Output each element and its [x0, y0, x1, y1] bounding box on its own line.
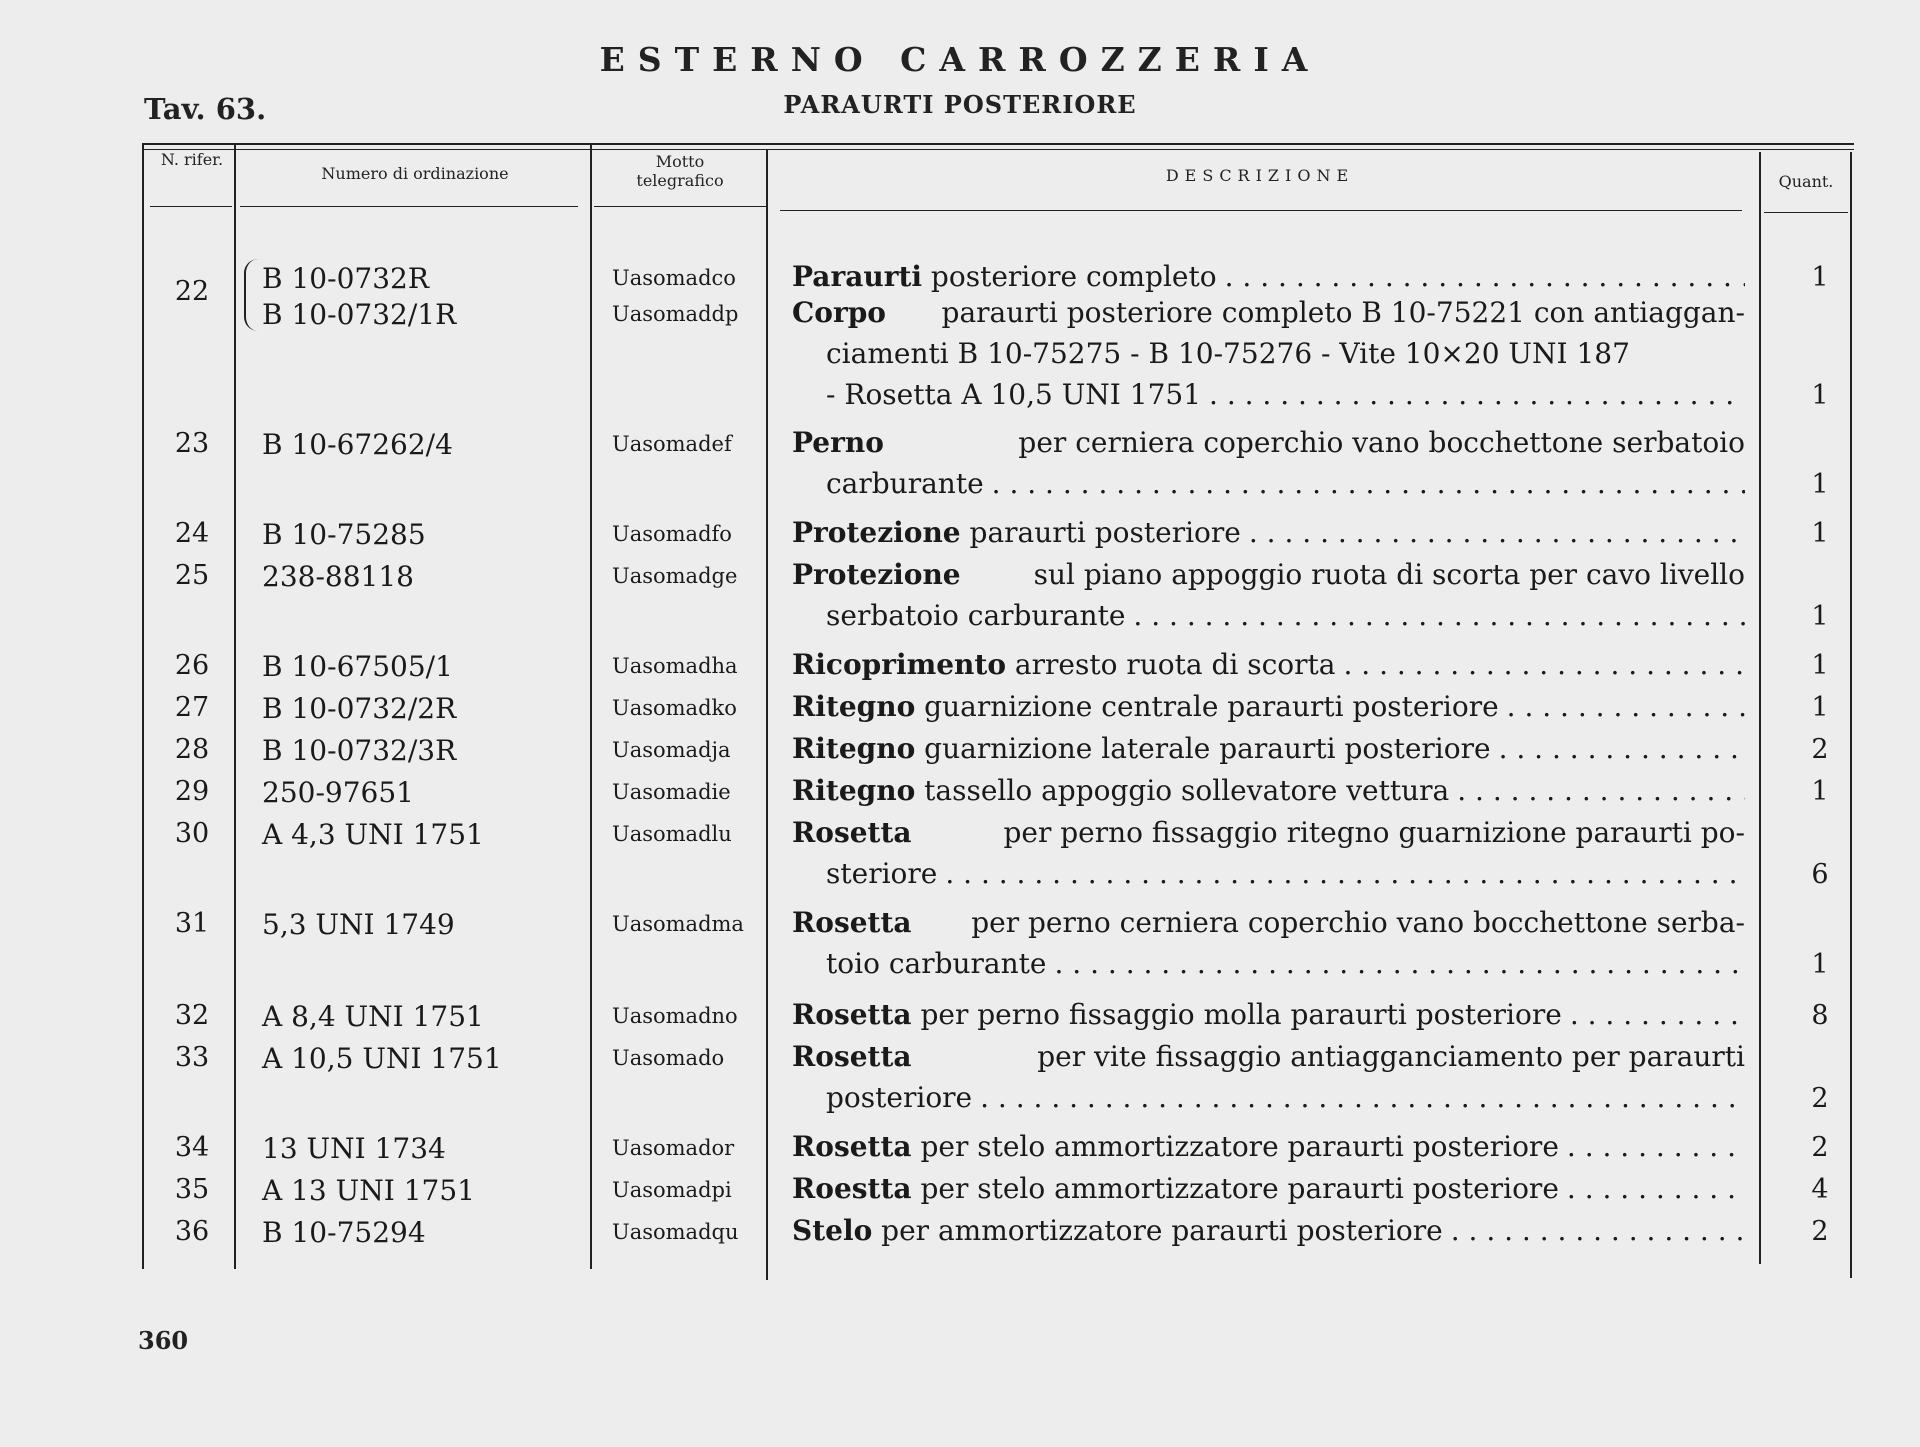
dot-leader [1225, 256, 1745, 297]
column-rule-left [142, 145, 144, 1269]
description-text: - Rosetta A 10,5 UNI 1751 [826, 378, 1202, 411]
description-text: per stelo ammortizzatore paraurti posteriore [911, 1130, 1559, 1163]
description-text: per ammortizzatore paraurti posteriore [872, 1214, 1443, 1247]
row-telegraph-code: Uasomadno [612, 1004, 738, 1028]
row-quantity: 1 [1811, 650, 1829, 681]
row-description [792, 1036, 1745, 1118]
header-underline-ref [150, 206, 232, 207]
row-telegraph-code: Uasomadqu [612, 1220, 739, 1244]
row-telegraph-code: Uasomadef [612, 432, 732, 456]
dot-leader [1570, 994, 1745, 1035]
dot-leader [1209, 374, 1745, 415]
row-description [792, 292, 1745, 415]
row-telegraph-code: Uasomadpi [612, 1178, 732, 1202]
column-rule-description [1759, 152, 1761, 1264]
column-header-quantity: Quant. [1778, 172, 1834, 191]
row-telegraph-code: Uasomadco [612, 266, 736, 290]
dot-leader [1567, 1126, 1745, 1167]
part-name: Corpo [792, 296, 886, 329]
row-ref: 30 [174, 818, 210, 849]
description-text: per vite fissaggio antiagganciamento per paraurti [1028, 1040, 1745, 1073]
row-ref: 23 [174, 428, 210, 459]
description-line [792, 644, 1745, 685]
description-text: per stelo ammortizzatore paraurti posteriore [911, 1172, 1559, 1205]
part-name: Rosetta [792, 1040, 912, 1073]
row-quantity: 1 [1811, 518, 1829, 549]
row-ref: 33 [174, 1042, 210, 1073]
description-line [792, 812, 1745, 853]
description-text: arresto ruota di scorta [1006, 648, 1336, 681]
row-order-number: B 10-0732/2R [262, 692, 457, 725]
table-number: Tav. 63. [144, 92, 267, 126]
description-text: toio carburante [826, 947, 1047, 980]
part-name: Roestta [792, 1172, 912, 1205]
column-rule-number [590, 145, 592, 1269]
row-ref: 24 [174, 518, 210, 549]
description-text: per perno cerniera coperchio vano bocchettone serba- [962, 906, 1745, 939]
row-description [792, 1210, 1745, 1251]
row-ref: 34 [174, 1132, 210, 1163]
column-rule-right [1850, 152, 1852, 1278]
table-top-rule [142, 143, 1854, 145]
dot-leader [945, 853, 1745, 894]
description-text: steriore [826, 857, 938, 890]
row-description [792, 1126, 1745, 1167]
dot-leader [1343, 644, 1745, 685]
description-line [792, 686, 1745, 727]
description-text: per perno fissaggio molla paraurti posteriore [911, 998, 1562, 1031]
part-name: Protezione [792, 516, 961, 549]
header-underline-quantity [1764, 212, 1848, 213]
row-ref: 32 [174, 1000, 210, 1031]
dot-leader [1507, 686, 1745, 727]
row-description [792, 554, 1745, 636]
row-telegraph-code: Uasomadge [612, 564, 738, 588]
row-order-number: B 10-75294 [262, 1216, 426, 1249]
description-text: per perno fissaggio ritegno guarnizione paraurti po- [994, 816, 1745, 849]
row-order-number: B 10-67262/4 [262, 428, 453, 461]
page-number: 360 [138, 1326, 189, 1355]
description-line [792, 292, 1745, 333]
description-text: serbatoio carburante [826, 599, 1126, 632]
part-name: Stelo [792, 1214, 873, 1247]
row-telegraph-code: Uasomador [612, 1136, 735, 1160]
description-text: posteriore completo [922, 260, 1217, 293]
row-description [792, 812, 1745, 894]
part-name: Ritegno [792, 732, 916, 765]
row-quantity: 6 [1811, 859, 1829, 890]
description-text: tassello appoggio sollevatore vettura [915, 774, 1450, 807]
description-text: paraurti posteriore [960, 516, 1241, 549]
part-name: Ritegno [792, 774, 916, 807]
row-description [792, 770, 1745, 811]
row-quantity: 1 [1811, 949, 1829, 980]
description-line [792, 595, 1745, 636]
row-ref: 36 [174, 1216, 210, 1247]
row-telegraph-code: Uasomado [612, 1046, 725, 1070]
row-quantity: 2 [1811, 1083, 1829, 1114]
description-line [792, 1210, 1745, 1251]
column-header-description: DESCRIZIONE [1165, 166, 1355, 185]
row-order-number: B 10-75285 [262, 518, 426, 551]
column-rule-ref [234, 145, 236, 1269]
dot-leader [1457, 770, 1745, 811]
dot-leader [1451, 1210, 1745, 1251]
description-line [792, 994, 1745, 1035]
row-description [792, 1168, 1745, 1209]
row-quantity: 2 [1811, 734, 1829, 765]
row-order-number: 238-88118 [262, 560, 414, 593]
row-telegraph-code: Uasomadma [612, 912, 744, 936]
column-header-number: Numero di ordinazione [321, 164, 509, 183]
description-line [792, 463, 1745, 504]
row-description [792, 728, 1745, 769]
column-rule-motto [766, 150, 768, 1280]
row-telegraph-code: Uasomadja [612, 738, 731, 762]
page-subtitle: PARAURTI POSTERIORE [783, 90, 1137, 119]
row-order-number: B 10-0732R [262, 262, 429, 295]
part-name: Ritegno [792, 690, 916, 723]
row-quantity: 1 [1811, 469, 1829, 500]
part-name: Perno [792, 426, 884, 459]
row-order-number: B 10-0732/3R [262, 734, 457, 767]
description-line [792, 770, 1745, 811]
dot-leader [1133, 595, 1745, 636]
header-underline-motto [594, 206, 766, 207]
row-ref: 31 [174, 908, 210, 939]
dot-leader [1249, 512, 1745, 553]
row-telegraph-code: Uasomadha [612, 654, 738, 678]
header-underline-number [240, 206, 578, 207]
description-text: posteriore [826, 1081, 973, 1114]
description-line [792, 374, 1745, 415]
row-ref: 27 [174, 692, 210, 723]
row-ref: 22 [174, 276, 210, 307]
dot-leader [1054, 943, 1745, 984]
description-text: sul piano appoggio ruota di scorta per cavo livello [1024, 558, 1745, 591]
row-description [792, 256, 1745, 297]
row-telegraph-code: Uasomaddp [612, 302, 739, 326]
row-order-number: B 10-67505/1 [262, 650, 453, 683]
description-line [792, 1126, 1745, 1167]
description-text: per cerniera coperchio vano bocchettone serbatoio [1009, 426, 1745, 459]
row-ref: 29 [174, 776, 210, 807]
description-line [792, 333, 1745, 374]
row-order-number: A 10,5 UNI 1751 [262, 1042, 502, 1075]
row-telegraph-code: Uasomadfo [612, 522, 732, 546]
row-description [792, 422, 1745, 504]
part-name: Protezione [792, 558, 961, 591]
description-line [792, 512, 1745, 553]
row-quantity: 1 [1811, 601, 1829, 632]
row-quantity: 8 [1811, 1000, 1829, 1031]
row-description [792, 902, 1745, 984]
row-quantity: 4 [1811, 1174, 1829, 1205]
row-telegraph-code: Uasomadko [612, 696, 737, 720]
part-name: Rosetta [792, 906, 912, 939]
column-header-motto: Motto telegrafico [636, 152, 724, 190]
table-top-rule-thin [142, 149, 1854, 150]
dot-leader [980, 1077, 1745, 1118]
row-quantity: 2 [1811, 1132, 1829, 1163]
description-line [792, 1036, 1745, 1077]
row-quantity: 2 [1811, 1216, 1829, 1247]
row-description [792, 686, 1745, 727]
row-quantity: 1 [1811, 692, 1829, 723]
description-line [792, 853, 1745, 894]
row-description [792, 644, 1745, 685]
description-line [792, 256, 1745, 297]
description-text: ciamenti B 10-75275 - B 10-75276 - Vite 10×20 UNI 187 [826, 337, 1630, 370]
row-ref: 35 [174, 1174, 210, 1205]
dot-leader [992, 463, 1745, 504]
row-order-number: B 10-0732/1R [262, 298, 457, 331]
part-name: Rosetta [792, 816, 912, 849]
row-description [792, 512, 1745, 553]
part-name: Paraurti [792, 260, 923, 293]
row-order-number: 250-97651 [262, 776, 414, 809]
description-line [792, 902, 1745, 943]
row-order-number: 13 UNI 1734 [262, 1132, 446, 1165]
row-order-number: A 8,4 UNI 1751 [262, 1000, 484, 1033]
description-text: paraurti posteriore completo B 10-75221 con antiaggan- [932, 296, 1745, 329]
page-title: ESTERNO CARROZZERIA [599, 40, 1321, 79]
description-line [792, 728, 1745, 769]
row-description [792, 994, 1745, 1035]
description-line [792, 943, 1745, 984]
description-text: guarnizione centrale paraurti posteriore [915, 690, 1499, 723]
row-ref: 28 [174, 734, 210, 765]
column-header-ref: N. rifer. [160, 150, 224, 169]
row-quantity: 1 [1811, 380, 1829, 411]
row-order-number: 5,3 UNI 1749 [262, 908, 455, 941]
description-text: guarnizione laterale paraurti posteriore [915, 732, 1491, 765]
row-telegraph-code: Uasomadlu [612, 822, 732, 846]
row-order-number: A 4,3 UNI 1751 [262, 818, 484, 851]
header-underline-description [780, 210, 1742, 211]
dot-leader [1567, 1168, 1745, 1209]
row-telegraph-code: Uasomadie [612, 780, 731, 804]
description-line [792, 1077, 1745, 1118]
row-quantity: 1 [1811, 262, 1829, 293]
row-quantity: 1 [1811, 776, 1829, 807]
part-name: Rosetta [792, 1130, 912, 1163]
row-ref: 26 [174, 650, 210, 681]
row-ref: 25 [174, 560, 210, 591]
dot-leader [1499, 728, 1745, 769]
description-line [792, 1168, 1745, 1209]
description-text: carburante [826, 467, 984, 500]
item-22-brace [244, 259, 260, 331]
description-line [792, 554, 1745, 595]
row-order-number: A 13 UNI 1751 [262, 1174, 475, 1207]
part-name: Rosetta [792, 998, 912, 1031]
description-line [792, 422, 1745, 463]
part-name: Ricoprimento [792, 648, 1007, 681]
